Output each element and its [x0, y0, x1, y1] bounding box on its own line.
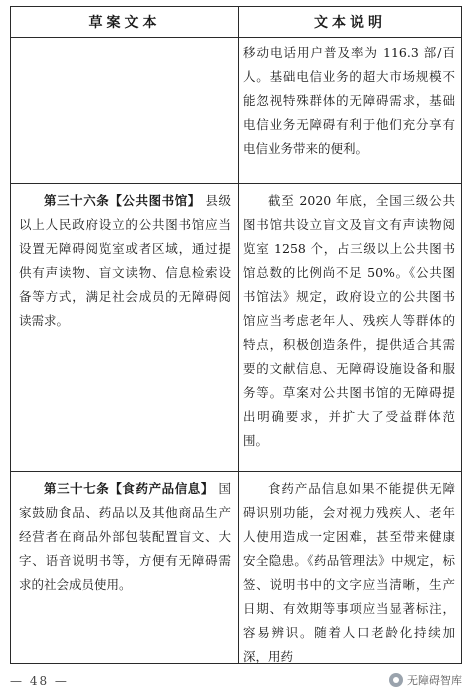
row3-explanation-text: 食药产品信息如果不能提供无障碍识别功能，会对视力残疾人、老年人使用造成一定困难，甚至带来健康安全隐患。《药品管理法》中规定，标签、说明书中的文字应当清晰，生产日期、有效期等事项应当显著标注，容易辨识。随着人口老龄化持续加深，用药 [243, 481, 455, 664]
wechat-logo-icon [389, 673, 403, 687]
header-divider [11, 37, 461, 38]
article-37-text: 国家鼓励食品、药品以及其他商品生产经营者在商品外部包装配置盲文、大字、语音说明书等，方便有无障碍需求的社会成员使用。 [19, 481, 231, 592]
header-draft-text: 草案文本 [88, 15, 161, 31]
article-37-title: 第三十七条【食药产品信息】 [44, 481, 214, 496]
row2-explanation-text: 截至 2020 年底，全国三级公共图书馆共设立盲文及盲文有声读物阅览室 1258 个，占三级以上公共图书馆总数的比例尚不足 50%。《公共图书馆法》规定，政府设立的公共图书馆应当考虑老年人、残疾人等群体的特点，积极创造条件，提供适合其需要的文献信息、无障碍设施设备和服务等。草案对公共图书馆的无障碍提出明确要求，并扩大了受益群体范围。 [243, 193, 455, 448]
row3-draft-paragraph [19, 477, 231, 597]
page-number: — 48 — [10, 674, 69, 688]
comparison-table [10, 6, 462, 664]
watermark [389, 672, 462, 688]
row-divider [11, 471, 461, 472]
article-36-title: 第三十六条【公共图书馆】 [44, 193, 201, 208]
article-36-text: 县级以上人民政府设立的公共图书馆应当设置无障碍阅览室或者区域，通过提供有声读物、盲文读物、信息检索设备等方式，满足社会成员的无障碍阅读需求。 [19, 193, 231, 328]
watermark-label: 无障碍智库 [407, 674, 462, 687]
row3-draft [19, 477, 231, 597]
row2-draft [19, 189, 231, 333]
column-divider [238, 7, 239, 663]
header-explanation: 文本说明 [314, 15, 386, 31]
row2-explanation [243, 189, 455, 453]
row1-explanation-text: 移动电话用户普及率为 116.3 部/百人。基础电信业务的超大市场规模不能忽视特殊群体的无障碍需求，基础电信业务无障碍有利于他们充分享有电信业务带来的便利。 [243, 45, 455, 156]
row1-explanation [243, 41, 455, 161]
row-divider [11, 183, 461, 184]
row2-draft-paragraph [19, 189, 231, 333]
row3-explanation [243, 477, 455, 669]
